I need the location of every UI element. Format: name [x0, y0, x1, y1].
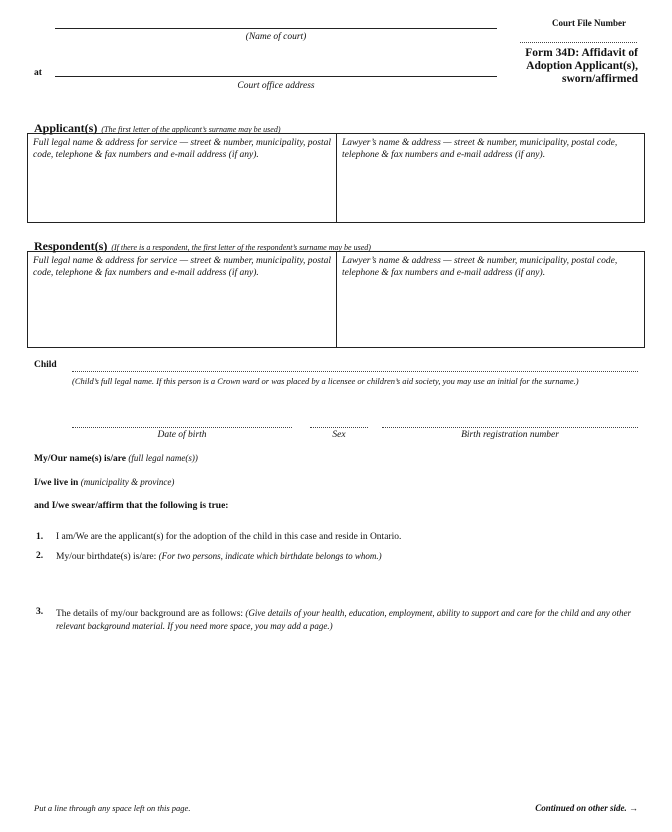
child-name-field[interactable] — [72, 357, 638, 371]
applicant-address-field[interactable] — [29, 163, 334, 221]
sex-field[interactable] — [310, 413, 368, 427]
name-of-court-field[interactable] — [55, 10, 497, 28]
child-name-line — [72, 371, 638, 372]
name-of-court-caption: (Name of court) — [245, 32, 307, 42]
live-in-label: I/we live in — [34, 478, 79, 488]
birthdates-field[interactable] — [56, 566, 636, 600]
names-label: My/Our name(s) is/are — [34, 454, 126, 464]
date-of-birth-line — [72, 427, 292, 428]
applicant-address-caption: Full legal name & address for service — street & number, municipality, postal code, telephone & fax numbers and e-mail address (if any). — [33, 138, 331, 160]
names-hint: (full legal name(s)) — [128, 453, 198, 463]
respondents-divider — [336, 251, 337, 348]
item-2-number: 2. — [36, 551, 44, 561]
respondent-address-field[interactable] — [29, 281, 334, 346]
name-of-court-line — [55, 28, 497, 29]
court-file-number-label: Court File Number — [552, 18, 626, 28]
names-field[interactable] — [220, 451, 638, 465]
applicants-note: (The first letter of the applicant’s surname may be used) — [101, 125, 281, 134]
applicant-lawyer-field[interactable] — [338, 163, 643, 221]
birth-registration-line — [382, 427, 638, 428]
item-3-hint: (Give details of your health, education, employment, ability to support and care for the child and any other relevant background material. If you need more space, you may add a page.) — [56, 608, 632, 631]
respondents-note: (If there is a respondent, the first letter of the respondent’s surname may be used) — [111, 243, 371, 252]
live-in-hint: (municipality & province) — [80, 477, 175, 487]
item-3-number: 3. — [36, 607, 44, 617]
birth-registration-caption: Birth registration number — [461, 430, 559, 440]
child-name-caption: (Child’s full legal name. If this person is a Crown ward or was placed by a licensee or children’s aid society, you may use an initial for the surname.) — [72, 376, 579, 386]
respondent-lawyer-field[interactable] — [338, 281, 643, 346]
form-title — [525, 47, 638, 86]
item-1-statement: I am/We are the applicant(s) for the adoption of the child in this case and reside in Ontario. — [56, 532, 402, 542]
item-1-text — [56, 532, 636, 542]
applicants-divider — [336, 133, 337, 223]
form-title-line-3: sworn/affirmed — [561, 73, 638, 85]
sex-line — [310, 427, 368, 428]
court-file-number-line — [520, 42, 637, 43]
item-2-hint: (For two persons, indicate which birthdate belongs to whom.) — [158, 551, 382, 561]
item-2-statement: My/our birthdate(s) is/are: — [56, 552, 157, 562]
footer-continued-note: Continued on other side. → — [535, 803, 638, 813]
swear-statement: and I/we swear/affirm that the following is true: — [34, 501, 229, 511]
applicant-lawyer-caption: Lawyer’s name & address — street & number, municipality, postal code, telephone & fax numbers and e-mail address (if any). — [342, 138, 618, 160]
date-of-birth-caption: Date of birth — [157, 430, 207, 440]
respondent-lawyer-caption: Lawyer’s name & address — street & number, municipality, postal code, telephone & fax numbers and e-mail address (if any). — [342, 256, 618, 278]
live-in-field[interactable] — [196, 475, 638, 489]
background-details-field[interactable] — [56, 634, 636, 794]
item-3-statement: The details of my/our background are as follows: — [56, 609, 244, 619]
names-row — [34, 453, 198, 464]
court-office-address-caption: Court office address — [237, 81, 315, 91]
footer-left-note: Put a line through any space left on this page. — [34, 803, 191, 813]
item-1-number: 1. — [36, 532, 44, 542]
respondent-address-caption: Full legal name & address for service — street & number, municipality, postal code, telephone & fax numbers and e-mail address (if any). — [33, 256, 331, 278]
form-title-line-1: Form 34D: Affidavit of — [525, 47, 638, 59]
item-3-text — [56, 607, 644, 633]
birth-registration-field[interactable] — [382, 413, 638, 427]
item-2-text — [56, 551, 636, 562]
applicants-heading: Applicant(s) — [34, 121, 98, 135]
date-of-birth-field[interactable] — [72, 413, 292, 427]
form-title-line-2: Adoption Applicant(s), — [526, 60, 638, 72]
court-file-number-field[interactable] — [520, 30, 637, 42]
child-label: Child — [34, 360, 57, 370]
court-office-address-field[interactable] — [55, 58, 497, 76]
at-label: at — [34, 68, 42, 78]
live-in-row — [34, 477, 174, 488]
sex-caption: Sex — [332, 430, 346, 440]
court-office-address-line — [55, 76, 497, 77]
respondents-heading: Respondent(s) — [34, 239, 108, 253]
